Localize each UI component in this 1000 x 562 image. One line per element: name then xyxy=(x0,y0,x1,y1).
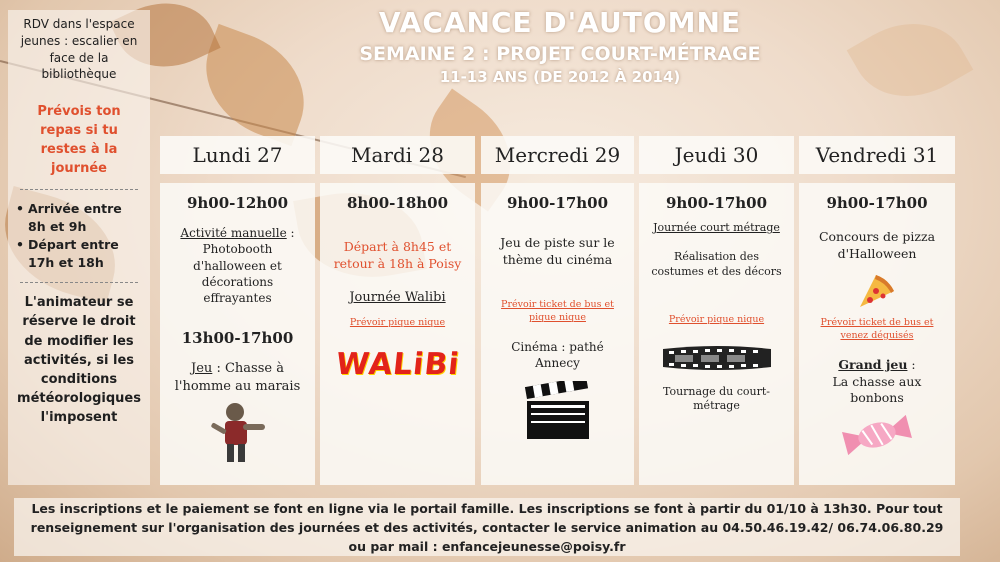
walibi-logo: WALiBi xyxy=(333,347,462,383)
bus-ticket-reminder: Prévoir ticket de bus et pique nique xyxy=(501,299,614,323)
time-slot: 9h00-17h00 xyxy=(826,194,928,212)
time-slot: 8h00-18h00 xyxy=(346,194,449,212)
activity-separator: : xyxy=(286,226,295,241)
time-slot: 13h00-17h00 xyxy=(181,329,294,348)
film-strip-icon xyxy=(647,345,786,371)
big-game-separator: : xyxy=(907,356,916,372)
short-film-day-label: Journée court métrage xyxy=(653,221,780,235)
time-slot: 9h00-17h00 xyxy=(506,194,609,212)
candy-icon xyxy=(807,415,947,455)
clapperboard-icon xyxy=(489,381,626,441)
arrival-item: • Arrivée entre 8h et 9h xyxy=(16,200,142,236)
footer-info: Les inscriptions et le paiement se font en ligne via le portail famille. Les inscriptions se font à partir du 01/10 à 13h30. Pour tout renseignement sur l'organisation des journées et des activités, contacter le service animation au 04.50.46.19.42/ 06.74.06.80.29 ou par mail : enfancejeunesse@poisy.fr xyxy=(14,498,960,556)
big-game-label: Grand jeu xyxy=(838,356,908,372)
lunch-reminder: Prévois ton repas si tu restes à la journée xyxy=(37,104,121,176)
age-range: 11-13 ANS (DE 2012 À 2014) xyxy=(439,68,681,86)
game-label: Jeu xyxy=(191,361,213,377)
day-header-lundi: Lundi 27 xyxy=(160,136,315,174)
pizza-icon xyxy=(807,271,947,311)
time-slot: 9h00-17h00 xyxy=(665,194,768,212)
cinema-text: Cinéma : pathé Annecy xyxy=(511,339,604,370)
day-column-mercredi xyxy=(481,183,634,485)
big-game-text: La chasse aux bonbons xyxy=(832,373,922,406)
zombie-icon xyxy=(168,400,307,462)
bus-ticket-reminder: Prévoir ticket de bus et venez déguisés xyxy=(820,317,934,341)
info-sidebar xyxy=(8,10,150,485)
activity-text: Photobooth d'halloween et décorations effrayantes xyxy=(193,242,282,305)
page-title: VACANCE D'AUTOMNE xyxy=(378,6,742,39)
filming-text: Tournage du court-métrage xyxy=(662,384,771,413)
schedule-list xyxy=(16,200,142,273)
day-header-mercredi: Mercredi 29 xyxy=(481,136,634,174)
walibi-day-label: Journée Walibi xyxy=(349,290,446,305)
game-block xyxy=(168,360,307,395)
day-column-vendredi xyxy=(799,183,955,485)
picnic-reminder: Prévoir pique nique xyxy=(668,313,765,325)
pizza-contest-text: Concours de pizza d'Halloween xyxy=(818,229,936,262)
departure-info: Départ à 8h45 et retour à 18h à Poisy xyxy=(333,239,462,272)
day-column-jeudi xyxy=(639,183,794,485)
time-slot: 9h00-12h00 xyxy=(186,194,289,212)
activity-text: Réalisation des costumes et des décors xyxy=(651,250,782,278)
day-column-mardi xyxy=(320,183,475,485)
activity-block xyxy=(168,225,307,306)
activity-text: Jeu de piste sur le thème du cinéma xyxy=(500,235,615,268)
day-header-jeudi: Jeudi 30 xyxy=(639,136,794,174)
picnic-reminder: Prévoir pique nique xyxy=(349,316,446,328)
disclaimer-text: L'animateur se réserve le droit de modifier les activités, si les conditions météorologiques l'imposent xyxy=(17,295,141,426)
day-column-lundi xyxy=(160,183,315,485)
meeting-point-text: RDV dans l'espace jeunes : escalier en face de la bibliothèque xyxy=(20,17,138,82)
activity-label: Activité manuelle xyxy=(180,226,287,241)
departure-item: • Départ entre 17h et 18h xyxy=(16,236,142,272)
day-header-vendredi: Vendredi 31 xyxy=(799,136,955,174)
divider xyxy=(20,282,138,283)
page-header xyxy=(200,6,920,86)
game-text: : Chasse à l'homme au marais xyxy=(174,361,301,394)
divider xyxy=(20,189,138,190)
page-subtitle: SEMAINE 2 : PROJET COURT-MÉTRAGE xyxy=(359,43,761,65)
day-header-mardi: Mardi 28 xyxy=(320,136,475,174)
big-game-block xyxy=(807,357,947,408)
